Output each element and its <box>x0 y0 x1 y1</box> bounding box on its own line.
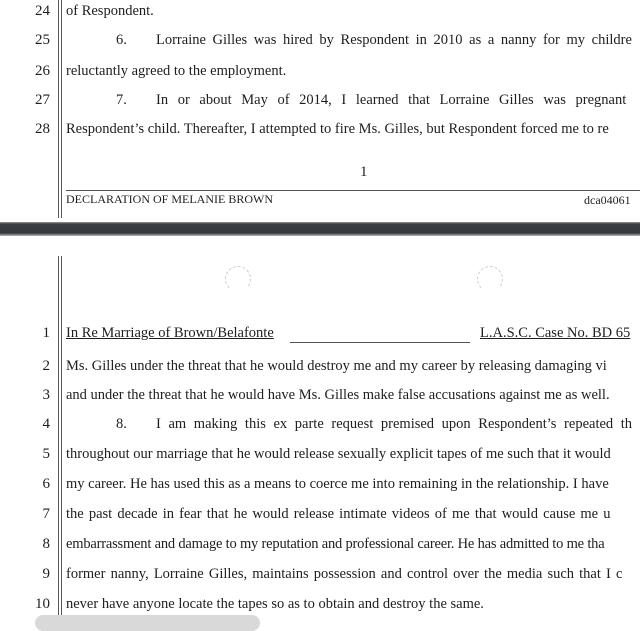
document-page-2 <box>0 236 640 626</box>
line-number: 2 <box>42 358 50 374</box>
line-number: 9 <box>42 566 50 582</box>
line-number: 25 <box>35 32 50 48</box>
punch-hole-icon <box>477 266 503 292</box>
text-line: of Respondent. <box>66 3 154 19</box>
footer-rule <box>66 190 640 191</box>
line-number: 3 <box>42 387 50 403</box>
line-number: 4 <box>42 416 50 432</box>
line-number: 6 <box>42 476 50 492</box>
line-number: 8 <box>42 536 50 552</box>
line-number: 1 <box>42 325 50 341</box>
line-number: 10 <box>35 596 50 612</box>
margin-rule <box>58 0 62 218</box>
scan-shadow <box>35 615 260 631</box>
text-line: and under the threat that he would have Ms. Gilles make false accusations against me as well. <box>66 387 610 403</box>
case-caption: In Re Marriage of Brown/Belafonte <box>66 325 274 341</box>
text-line: embarrassment and damage to my reputation and professional career. He has admitted to me tha <box>66 536 605 552</box>
margin-rule <box>58 256 62 626</box>
text-line: throughout our marriage that he would release sexually explicit tapes of me such that it would <box>66 446 611 462</box>
line-number: 28 <box>35 121 50 137</box>
caption-rule <box>290 342 470 343</box>
text-line <box>66 32 632 49</box>
line-number: 26 <box>35 63 50 79</box>
text-line: Ms. Gilles under the threat that he would destroy me and my career by releasing damaging vi <box>66 358 607 374</box>
footer-code: dca04061 <box>584 193 631 207</box>
line-number: 24 <box>35 3 50 19</box>
text-line <box>66 416 632 433</box>
text-line: never have anyone locate the tapes so as to obtain and destroy the same. <box>66 596 484 612</box>
text-line: the past decade in fear that he would release intimate videos of me that would cause me u <box>66 506 611 522</box>
paragraph-number: 7. <box>116 92 127 108</box>
footer-title: DECLARATION OF MELANIE BROWN <box>66 192 273 206</box>
paragraph-text: In or about May of 2014, I learned that Lorraine Gilles was pregnant <box>156 92 627 108</box>
text-line: my career. He has used this as a means to coerce me into remaining in the relationship. I have <box>66 476 609 492</box>
line-number: 27 <box>35 92 50 108</box>
text-line <box>66 92 626 109</box>
case-number: L.A.S.C. Case No. BD 65 <box>480 325 631 341</box>
page-number: 1 <box>360 164 368 180</box>
page-separator <box>0 222 640 236</box>
text-line: Respondent’s child. Thereafter, I attempted to fire Ms. Gilles, but Respondent forced me to re <box>66 121 609 137</box>
text-line: reluctantly agreed to the employment. <box>66 63 287 79</box>
line-number: 7 <box>42 506 50 522</box>
paragraph-number: 6. <box>116 32 127 48</box>
punch-hole-icon <box>225 266 251 292</box>
document-page-1 <box>0 0 640 222</box>
paragraph-text: Lorraine Gilles was hired by Respondent in 2010 as a nanny for my childre <box>156 32 632 48</box>
paragraph-text: I am making this ex parte request premised upon Respondent’s repeated th <box>156 416 633 432</box>
line-number: 5 <box>42 446 50 462</box>
paragraph-number: 8. <box>116 416 127 432</box>
text-line: former nanny, Lorraine Gilles, maintains possession and control over the media such that I c <box>66 566 623 582</box>
